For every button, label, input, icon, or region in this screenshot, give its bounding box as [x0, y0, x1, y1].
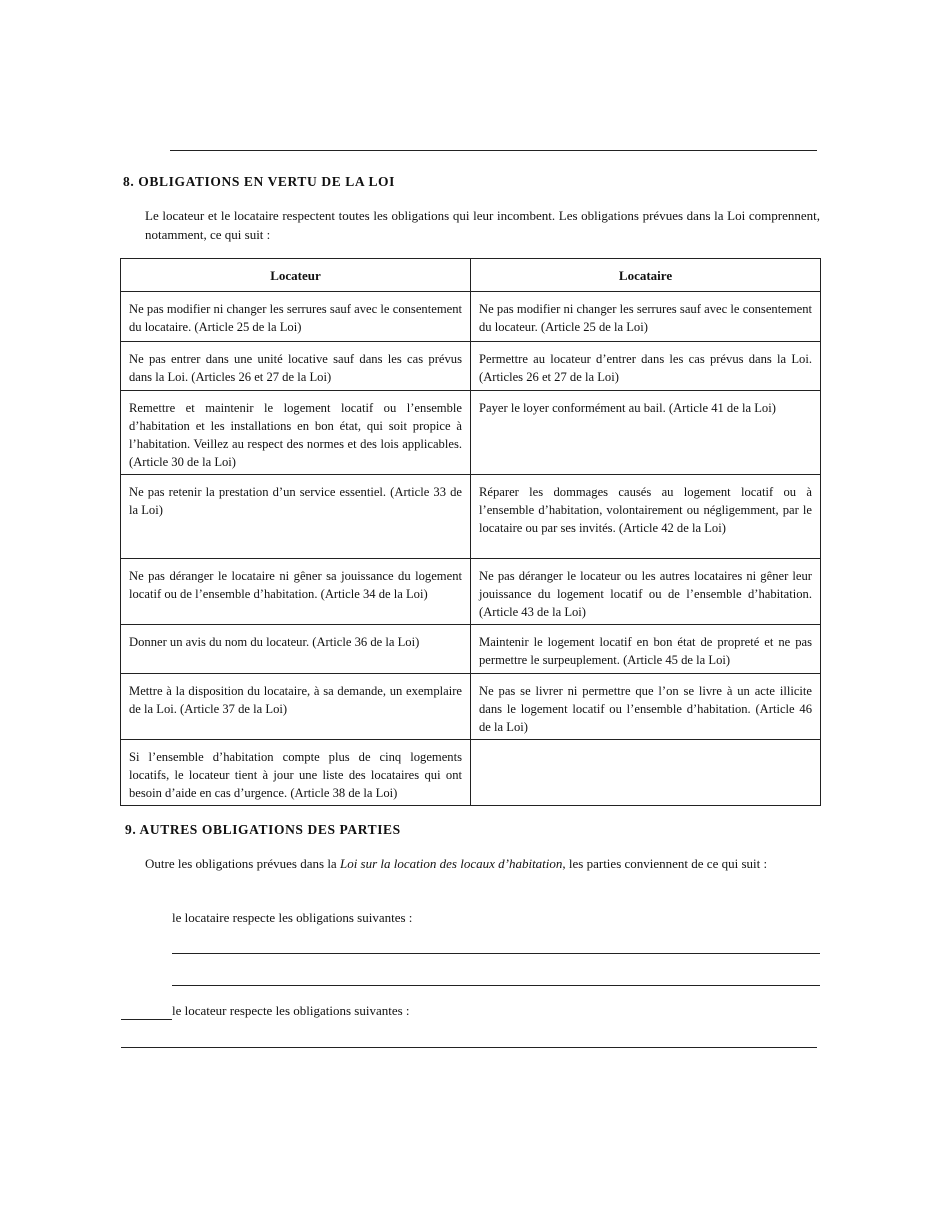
- section-9-intro-start: Outre les obligations prévues dans la: [145, 856, 340, 871]
- locateur-obligation: Si l’ensemble d’habitation compte plus de cinq logements locatifs, le locateur tient à jour une liste des locataires qui ont besoin d’aide en cas d’urgence. (Article 38 de la Loi): [121, 740, 471, 806]
- section-8-heading: 8. OBLIGATIONS EN VERTU DE LA LOI: [123, 174, 396, 189]
- locateur-obligation: Mettre à la disposition du locataire, à sa demande, un exemplaire de la Loi. (Article 37 de la Loi): [121, 674, 471, 740]
- locateur-obligation: Donner un avis du nom du locateur. (Article 36 de la Loi): [121, 625, 471, 674]
- table-row: [121, 342, 821, 391]
- section-9-intro: [145, 854, 820, 873]
- act-title: Loi sur la location des locaux d’habitation: [339, 856, 563, 871]
- locataire-obligation: Ne pas modifier ni changer les serrures sauf avec le consentement du locateur. (Article 25 de la Loi): [471, 292, 821, 342]
- table-row: [121, 475, 821, 559]
- locataire-obligation: Réparer les dommages causés au logement locatif ou à l’ensemble d’habitation, volontairement ou négligemment, par le locataire ou par ses invités. (Article 42 de la Loi): [471, 475, 821, 559]
- section-8-intro: Le locateur et le locataire respectent toutes les obligations qui leur incombent. Les obligations prévues dans la Loi comprennent, notamment, ce qui suit :: [145, 208, 820, 242]
- locataire-obligation: Ne pas se livrer ni permettre que l’on se livre à un acte illicite dans le logement locatif ou l’ensemble d’habitation. (Article 46 de la Loi): [471, 674, 821, 740]
- locataire-obligation: Ne pas déranger le locateur ou les autres locataires ni gêner leur jouissance du logement locatif ou de l’ensemble d’habitation. (Article 43 de la Loi): [471, 559, 821, 625]
- locateur-obligation: Ne pas entrer dans une unité locative sauf dans les cas prévus dans la Loi. (Articles 26 et 27 de la Loi): [121, 342, 471, 391]
- locateur-obligation: Ne pas modifier ni changer les serrures sauf avec le consentement du locataire. (Article 25 de la Loi): [121, 292, 471, 342]
- table-row: [121, 559, 821, 625]
- table-row: [121, 625, 821, 674]
- table-row: [121, 674, 821, 740]
- section-9-heading: 9. AUTRES OBLIGATIONS DES PARTIES: [125, 822, 401, 837]
- column-header-locataire: Locataire: [471, 259, 821, 292]
- locataire-obligation-empty: [471, 740, 821, 806]
- table-row: [121, 292, 821, 342]
- obligations-table: [120, 258, 821, 806]
- table-header-row: [121, 259, 821, 292]
- column-header-locateur: Locateur: [121, 259, 471, 292]
- table-row: [121, 391, 821, 475]
- locataire-obligation: Maintenir le logement locatif en bon état de propreté et ne pas permettre le surpeuplement. (Article 45 de la Loi): [471, 625, 821, 674]
- landlord-obligations-label: le locateur respecte les obligations suivantes :: [172, 1003, 410, 1018]
- tenant-obligation-line-1: [172, 953, 820, 954]
- landlord-obligation-line-1: [121, 1047, 817, 1048]
- locateur-obligation: Remettre et maintenir le logement locatif ou l’ensemble d’habitation et les installations en bon état, qui soit propice à l’habitation. Veillez au respect des normes et des lois applicables. (Article 30 de la Loi): [121, 391, 471, 475]
- locataire-obligation: Permettre au locateur d’entrer dans les cas prévus dans la Loi. (Articles 26 et 27 de la Loi): [471, 342, 821, 391]
- table-row: [121, 740, 821, 806]
- tenant-obligation-line-2: [172, 985, 820, 986]
- locataire-obligation: Payer le loyer conformément au bail. (Article 41 de la Loi): [471, 391, 821, 475]
- landlord-checkbox-line: [121, 1019, 172, 1020]
- locateur-obligation: Ne pas déranger le locataire ni gêner sa jouissance du logement locatif ou de l’ensemble d’habitation. (Article 34 de la Loi): [121, 559, 471, 625]
- tenant-obligations-label: le locataire respecte les obligations suivantes :: [172, 910, 413, 925]
- top-rule: [170, 150, 817, 151]
- section-9-intro-end: , les parties conviennent de ce qui suit :: [562, 856, 768, 871]
- locateur-obligation: Ne pas retenir la prestation d’un service essentiel. (Article 33 de la Loi): [121, 475, 471, 559]
